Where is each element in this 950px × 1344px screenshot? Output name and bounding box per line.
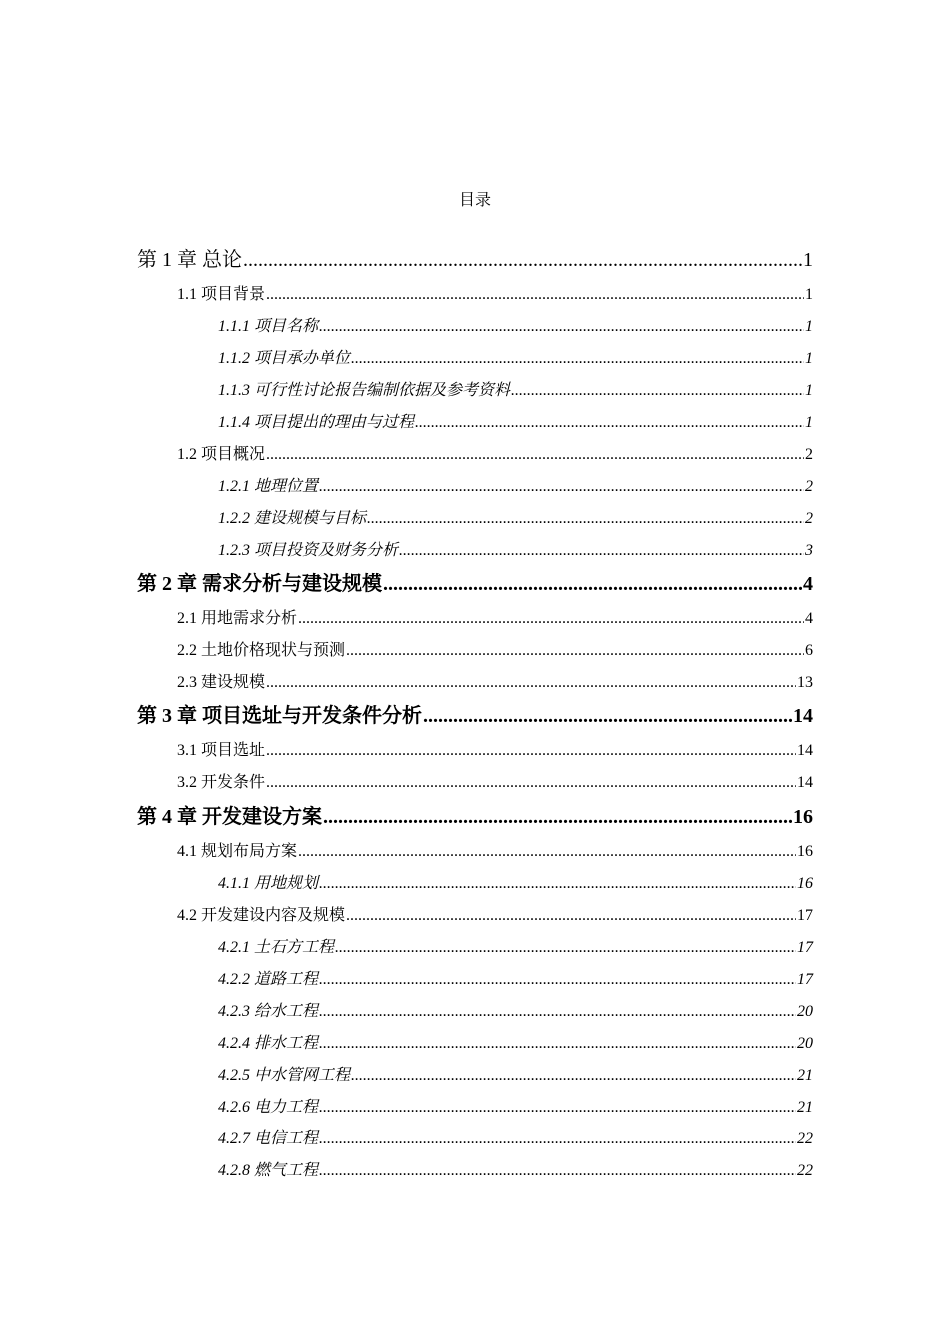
toc-entry-level-3[interactable] [218,380,813,402]
toc-entry-page-number: 20 [797,1003,813,1020]
toc-entry-page-number: 3 [805,542,813,559]
dot-leader [335,937,796,959]
toc-entry-level-3[interactable] [218,348,813,370]
toc-entry-page-number: 13 [797,674,813,691]
toc-entry-label: 4.2.5 中水管网工程 [218,1067,351,1084]
toc-entry-page-number: 16 [793,806,813,828]
toc-entry-label: 1.1 项目背景 [177,286,266,303]
toc-entry-level-2[interactable] [177,740,813,762]
toc-entry-level-3[interactable] [218,1001,813,1023]
toc-entry-level-2[interactable] [177,640,813,662]
toc-entry-label: 4.1 规划布局方案 [177,843,298,860]
toc-entry-label: 3.1 项目选址 [177,742,266,759]
toc-entry-page-number: 6 [805,642,813,659]
dot-leader [319,316,804,338]
dot-leader [319,1033,796,1055]
toc-entry-label: 1.1.2 项目承办单位 [218,350,351,367]
dot-leader [319,1097,796,1119]
toc-entry-page-number: 14 [797,742,813,759]
toc-entry-page-number: 17 [797,971,813,988]
toc-entry-page-number: 1 [805,286,813,303]
toc-entry-page-number: 1 [805,350,813,367]
toc-entry-label: 4.2.1 土石方工程 [218,939,335,956]
toc-entry-level-1[interactable] [137,702,813,730]
toc-entry-level-2[interactable] [177,608,813,630]
toc-entry-label: 4.2.4 排水工程 [218,1035,319,1052]
toc-entry-label: 1.2.3 项目投资及财务分析 [218,542,399,559]
toc-entry-page-number: 22 [797,1162,813,1179]
toc-entry-label: 1.1.1 项目名称 [218,318,319,335]
dot-leader [298,841,796,863]
dot-leader [323,803,792,831]
dot-leader [266,740,796,762]
toc-entry-label: 2.3 建设规模 [177,674,266,691]
toc-entry-label: 4.2.8 燃气工程 [218,1162,319,1179]
toc-entry-page-number: 14 [797,774,813,791]
toc-entry-level-2[interactable] [177,841,813,863]
toc-entry-level-3[interactable] [218,1065,813,1087]
dot-leader [346,640,804,662]
toc-entry-level-3[interactable] [218,1033,813,1055]
toc-entry-label: 第 1 章 总论 [137,249,242,271]
toc-entry-level-2[interactable] [177,905,813,927]
toc-entry-level-1[interactable] [137,246,813,274]
toc-entry-label: 4.2.6 电力工程 [218,1099,319,1116]
toc-entry-label: 1.2 项目概况 [177,446,266,463]
toc-entry-page-number: 4 [805,610,813,627]
toc-entry-page-number: 1 [805,382,813,399]
toc-entry-page-number: 20 [797,1035,813,1052]
toc-entry-page-number: 21 [797,1099,813,1116]
dot-leader [319,1160,796,1182]
toc-entry-page-number: 22 [797,1130,813,1147]
toc-entry-level-1[interactable] [137,570,813,598]
toc-entry-label: 第 4 章 开发建设方案 [137,806,322,828]
toc-entry-label: 3.2 开发条件 [177,774,266,791]
toc-entry-label: 2.1 用地需求分析 [177,610,298,627]
toc-title: 目录 [458,192,491,209]
dot-leader [346,905,796,927]
toc-entry-label: 4.2.3 给水工程 [218,1003,319,1020]
toc-entry-level-3[interactable] [218,1097,813,1119]
toc-entry-label: 1.2.2 建设规模与目标 [218,510,367,527]
dot-leader [351,1065,796,1087]
toc-entry-label: 2.2 土地价格现状与预测 [177,642,346,659]
dot-leader [266,672,796,694]
toc-entry-level-3[interactable] [218,540,813,562]
toc-entry-label: 1.2.1 地理位置 [218,478,319,495]
dot-leader [367,508,804,530]
toc-entry-page-number: 21 [797,1067,813,1084]
dot-leader [415,412,804,434]
dot-leader [298,608,804,630]
toc-entry-level-3[interactable] [218,1128,813,1150]
dot-leader [511,380,804,402]
toc-entry-level-3[interactable] [218,937,813,959]
toc-entry-level-3[interactable] [218,316,813,338]
dot-leader [266,284,804,306]
dot-leader [319,1001,796,1023]
toc-entry-label: 4.2 开发建设内容及规模 [177,907,346,924]
dot-leader [351,348,804,370]
dot-leader [266,444,804,466]
dot-leader [399,540,804,562]
toc-entry-label: 4.2.2 道路工程 [218,971,319,988]
toc-entry-level-2[interactable] [177,672,813,694]
toc-entry-level-2[interactable] [177,444,813,466]
dot-leader [319,1128,796,1150]
toc-entry-page-number: 1 [805,318,813,335]
toc-entry-page-number: 16 [797,875,813,892]
toc-entry-page-number: 4 [803,573,813,595]
toc-entry-page-number: 1 [803,249,813,271]
toc-entry-label: 1.1.3 可行性讨论报告编制依据及参考资料 [218,382,511,399]
toc-entry-level-1[interactable] [137,803,813,831]
dot-leader [383,570,802,598]
toc-entry-level-3[interactable] [218,873,813,895]
toc-entry-page-number: 2 [805,478,813,495]
dot-leader [319,969,796,991]
toc-entry-level-2[interactable] [177,772,813,794]
toc-entry-level-3[interactable] [218,476,813,498]
toc-entry-page-number: 2 [805,510,813,527]
toc-entry-level-3[interactable] [218,1160,813,1182]
toc-entry-label: 4.2.7 电信工程 [218,1130,319,1147]
toc-entry-label: 1.1.4 项目提出的理由与过程 [218,414,415,431]
dot-leader [243,246,802,274]
toc-entry-label: 第 3 章 项目选址与开发条件分析 [137,705,422,727]
dot-leader [319,476,804,498]
toc-entry-level-3[interactable] [218,969,813,991]
dot-leader [423,702,792,730]
toc-entry-page-number: 1 [805,414,813,431]
toc-entry-level-2[interactable] [177,284,813,306]
toc-entry-level-3[interactable] [218,508,813,530]
toc-entry-page-number: 16 [797,843,813,860]
toc-entry-page-number: 2 [805,446,813,463]
toc-entry-level-3[interactable] [218,412,813,434]
toc-entry-label: 4.1.1 用地规划 [218,875,319,892]
toc-entry-page-number: 17 [797,907,813,924]
toc-entry-page-number: 17 [797,939,813,956]
toc-entry-label: 第 2 章 需求分析与建设规模 [137,573,382,595]
dot-leader [319,873,796,895]
toc-entry-page-number: 14 [793,705,813,727]
dot-leader [266,772,796,794]
